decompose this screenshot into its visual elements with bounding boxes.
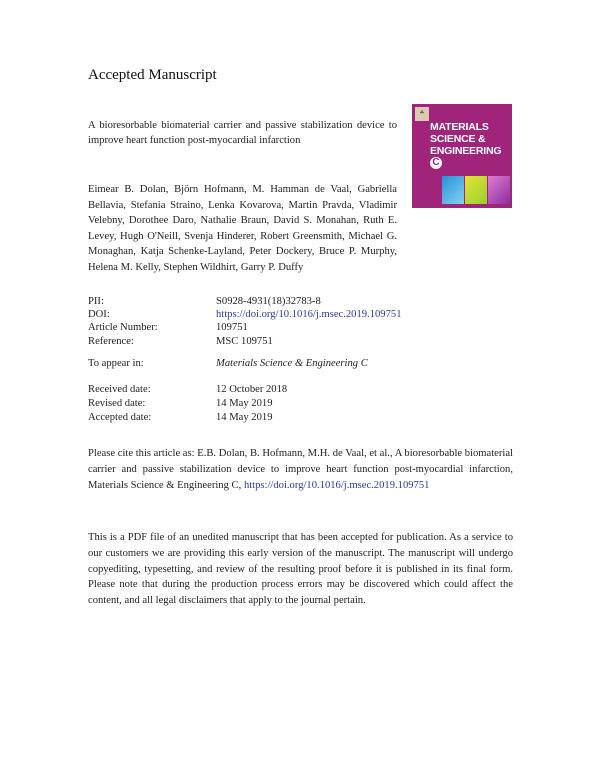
page-heading: Accepted Manuscript xyxy=(88,67,217,83)
article-title: A bioresorbable biomaterial carrier and passive stabilization device to improve heart function post-myocardial infarction xyxy=(88,120,397,146)
manuscript-notice: This is a PDF file of an unedited manuscript that has been accepted for publication. As a service to our customers we are providing this early version of the manuscript. The manuscript will undergo copyediting, typesetting, and review of the resulting proof before it is published in its final form. Please note that during the production process errors may be discovered which could affect the content, and all legal disclaimers that apply to the journal pertain. xyxy=(88,532,513,607)
citation-paragraph xyxy=(88,446,513,493)
metadata-label: DOI: xyxy=(88,309,110,320)
metadata-value: 14 May 2019 xyxy=(216,398,273,409)
metadata-value: S0928-4931(18)32783-8 xyxy=(216,296,321,307)
cover-title-line: SCIENCE & xyxy=(430,133,486,145)
metadata-value: 14 May 2019 xyxy=(216,412,273,423)
metadata-label: Received date: xyxy=(88,384,151,395)
metadata-label: Revised date: xyxy=(88,398,146,409)
metadata-label: Article Number: xyxy=(88,322,158,333)
journal-cover-title xyxy=(430,121,501,157)
metadata-value: 12 October 2018 xyxy=(216,384,288,395)
metadata-label: Reference: xyxy=(88,336,134,347)
citation-text: Please cite this article as: E.B. Dolan, B. Hofmann, M.H. de Vaal, et al., A bioresorbable biomaterial carrier and passive stabilization device to improve heart function post-myocardial infarction, Materials Science & Engineering C, xyxy=(88,448,513,491)
author-list: Eimear B. Dolan, Björn Hofmann, M. Hamman de Vaal, Gabriella Bellavia, Stefania Straino, Lenka Kovarova, Martin Pravda, Vladimir Velebny, Dorothee Daro, Nathalie Braun, David S. Monahan, Ruth E. Levey, Hugh O'Neill, Svenja Hinderer, Robert Greensmith, Michael G. Monaghan, Katja Schenke-Layland, Peter Dockery, Bruce P. Murphy, Helena M. Kelly, Stephen Wildhirt, Garry P. Duffy xyxy=(88,184,397,273)
cover-image-icon xyxy=(465,176,487,204)
journal-cover xyxy=(412,104,512,208)
metadata-label: To appear in: xyxy=(88,358,144,369)
metadata-value: MSC 109751 xyxy=(216,336,273,347)
metadata-value: 109751 xyxy=(216,322,248,333)
journal-section-badge: C xyxy=(430,157,442,169)
doi-link[interactable]: https://doi.org/10.1016/j.msec.2019.109751 xyxy=(216,309,402,320)
journal-name: Materials Science & Engineering C xyxy=(216,358,368,369)
cover-image-icon xyxy=(488,176,510,204)
cover-title-line: MATERIALS xyxy=(430,121,489,133)
cover-image-icon xyxy=(442,176,464,204)
publisher-logo-icon: ☘ xyxy=(415,107,429,121)
metadata-label: Accepted date: xyxy=(88,412,152,423)
metadata-label: PII: xyxy=(88,296,104,307)
citation-doi-link[interactable]: https://doi.org/10.1016/j.msec.2019.109751 xyxy=(243,479,430,491)
cover-title-line: ENGINEERING xyxy=(430,145,502,157)
